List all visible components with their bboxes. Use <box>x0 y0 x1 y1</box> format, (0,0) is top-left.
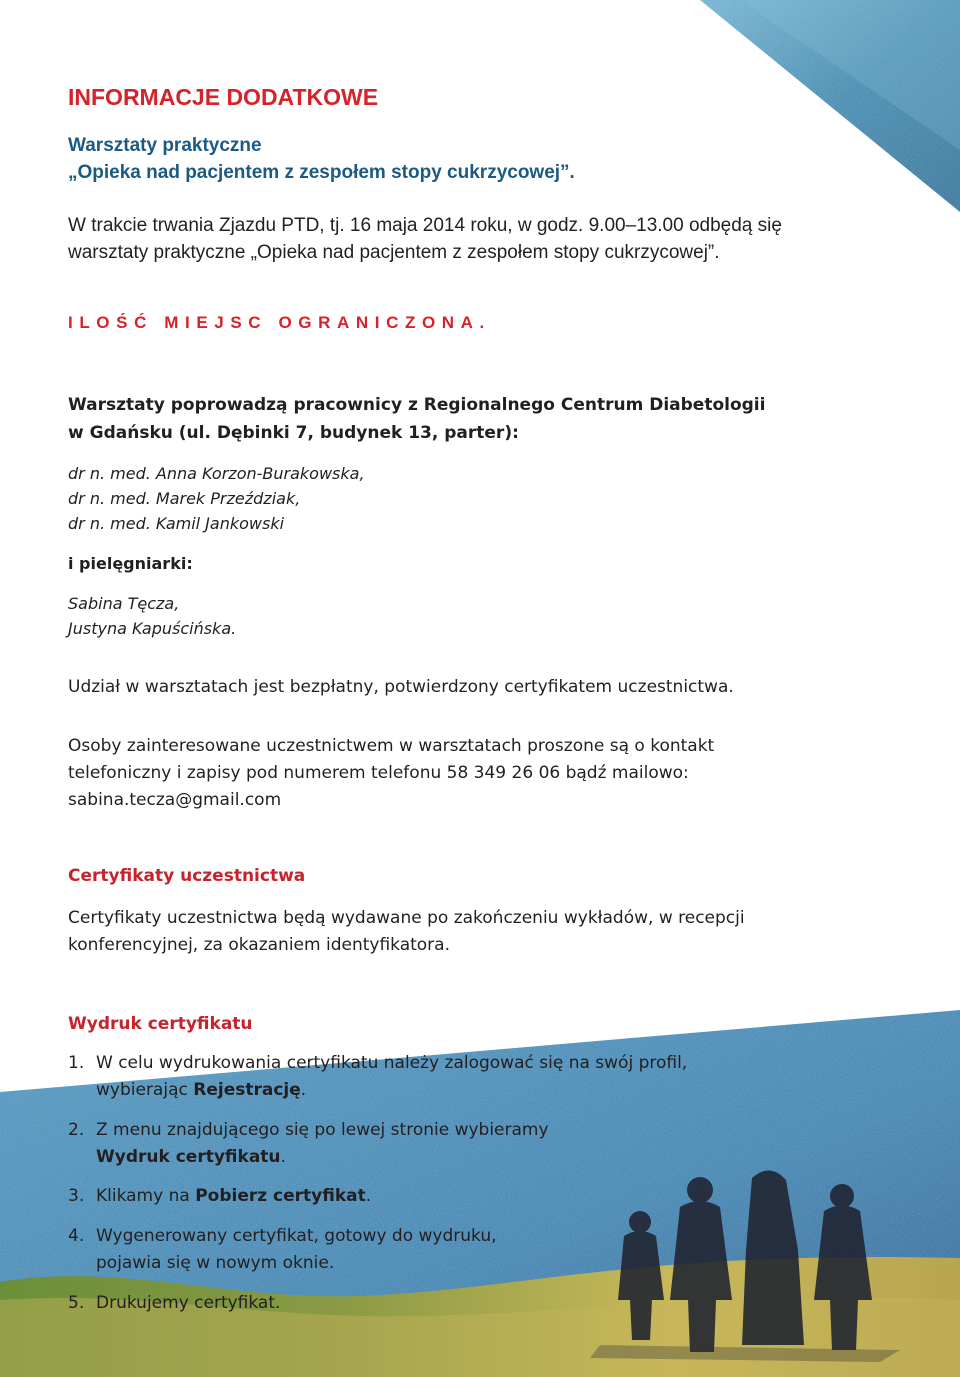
step-text-line <box>96 1183 687 1210</box>
step-text: Klikamy na <box>96 1186 196 1206</box>
nurse-name: Sabina Tęcza, <box>68 594 180 613</box>
certificates-line: Certyfikaty uczestnictwa będą wydawane po zakończeniu wykładów, w recepcji <box>68 908 745 928</box>
step-text: pojawia się w nowym oknie. <box>96 1253 335 1273</box>
leaders-line: w Gdańsku (ul. Dębinki 7, budynek 13, parter): <box>68 423 519 443</box>
contact-line: Osoby zainteresowane uczestnictwem w warsztatach proszone są o kontakt <box>68 736 715 756</box>
step-number: 3. <box>68 1186 85 1206</box>
contact-email: sabina.tecza@gmail.com <box>68 790 282 810</box>
intro-paragraph <box>68 212 782 266</box>
doctor-name: dr n. med. Marek Przeździak, <box>68 489 301 508</box>
step-text: . <box>300 1080 307 1100</box>
print-step <box>68 1183 687 1210</box>
step-bold-text: Wydruk certyfikatu <box>96 1147 281 1167</box>
doctor-name: dr n. med. Anna Korzon-Burakowska, <box>68 464 365 483</box>
step-text: Drukujemy certyfikat. <box>96 1293 281 1313</box>
certificates-line: konferencyjnej, za okazaniem identyfikatora. <box>68 935 450 955</box>
step-number: 1. <box>68 1053 85 1073</box>
contact-line: telefoniczny i zapisy pod numerem telefonu 58 349 26 06 bądź mailowo: <box>68 763 689 783</box>
step-text-line2 <box>96 1144 687 1171</box>
step-number: 2. <box>68 1120 85 1140</box>
step-text: W celu wydrukowania certyfikatu należy zalogować się na swój profil, <box>96 1053 688 1073</box>
step-text: . <box>365 1186 372 1206</box>
step-text: . <box>280 1147 286 1167</box>
intro-line: W trakcie trwania Zjazdu PTD, tj. 16 maja 2014 roku, w godz. 9.00–13.00 odbędą się <box>68 215 782 236</box>
step-number: 5. <box>68 1293 85 1313</box>
step-text: Wygenerowany certyfikat, gotowy do wydruku, <box>96 1226 497 1246</box>
certificates-heading: Certyfikaty uczestnictwa <box>68 866 306 886</box>
nurses-label: i pielęgniarki: <box>68 554 193 573</box>
limited-seats-notice: ILOŚĆ MIEJSC OGRANICZONA. <box>68 313 491 332</box>
step-text: wybierając <box>96 1080 194 1100</box>
step-number: 4. <box>68 1226 85 1246</box>
workshop-title-block <box>68 132 575 186</box>
contact-paragraph <box>68 733 714 814</box>
print-steps-list <box>68 1050 687 1317</box>
nurses-list <box>68 591 236 641</box>
print-step <box>68 1050 687 1104</box>
step-text-line2 <box>96 1077 687 1104</box>
step-bold-text: Rejestrację <box>193 1080 301 1100</box>
doctors-list <box>68 461 365 536</box>
workshop-label: Warsztaty praktyczne <box>68 135 262 156</box>
workshop-title: „Opieka nad pacjentem z zespołem stopy cukrzycowej”. <box>68 162 575 183</box>
print-heading: Wydruk certyfikatu <box>68 1014 253 1034</box>
intro-line: warsztaty praktyczne „Opieka nad pacjentem z zespołem stopy cukrzycowej”. <box>68 242 720 263</box>
print-step <box>68 1223 687 1277</box>
free-participation-text: Udział w warsztatach jest bezpłatny, potwierdzony certyfikatem uczestnictwa. <box>68 677 734 697</box>
leaders-line: Warsztaty poprowadzą pracownicy z Regionalnego Centrum Diabetologii <box>68 395 766 415</box>
doctor-name: dr n. med. Kamil Jankowski <box>68 514 285 533</box>
step-text: Z menu znajdującego się po lewej stronie wybieramy <box>96 1120 549 1140</box>
certificates-paragraph <box>68 905 745 959</box>
nurse-name: Justyna Kapuścińska. <box>68 619 237 638</box>
print-step <box>68 1117 687 1171</box>
step-bold-text: Pobierz certyfikat <box>195 1186 366 1206</box>
leaders-paragraph <box>68 391 765 447</box>
page-heading: INFORMACJE DODATKOWE <box>68 84 379 110</box>
print-step <box>68 1290 687 1317</box>
